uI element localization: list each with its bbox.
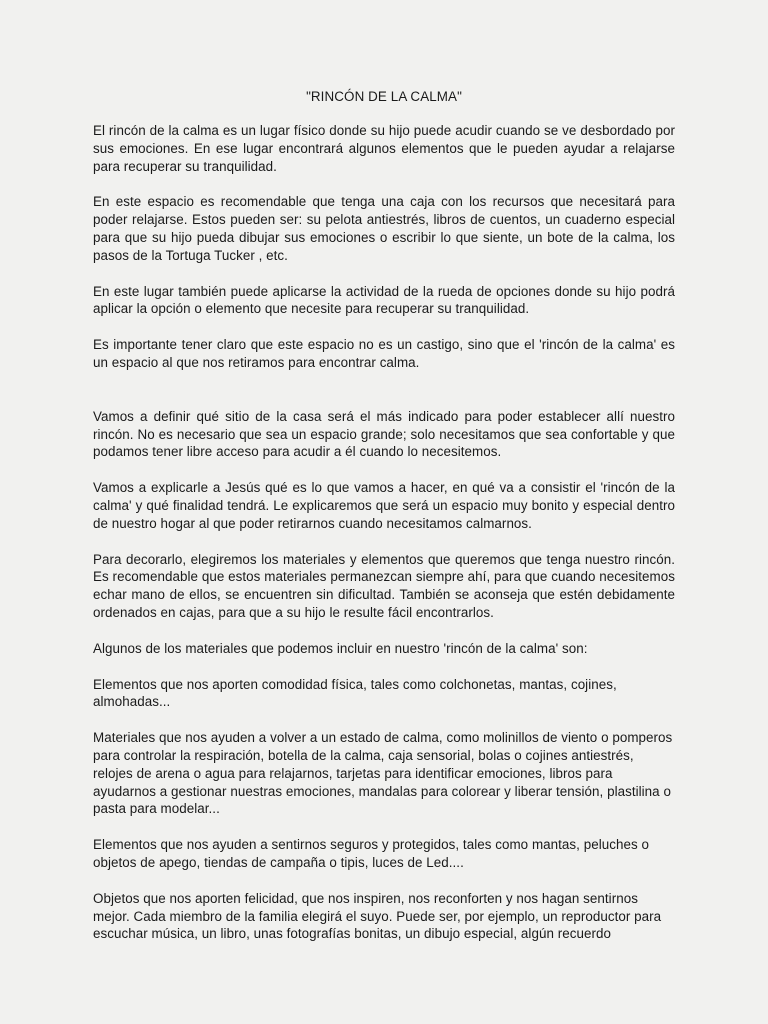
paragraph-safety-elements: Elementos que nos ayuden a sentirnos seguros y protegidos, tales como mantas, peluches o objetos de apego, tiendas de campaña o tipis, luces de Led.... bbox=[93, 837, 649, 870]
paragraph-not-punishment: Es importante tener claro que este espacio no es un castigo, sino que el 'rincón de la calma' es un espacio al que nos retiramos para encontrar calma. bbox=[93, 337, 675, 370]
paragraph-materials-intro: Algunos de los materiales que podemos incluir en nuestro 'rincón de la calma' son: bbox=[93, 640, 588, 656]
document-title: "RINCÓN DE LA CALMA" bbox=[306, 89, 462, 104]
paragraph-decorate: Para decorarlo, elegiremos los materiales y elementos que queremos que tenga nuestro rincón. Es recomendable que estos materiales permanezcan siempre ahí, para que cuando necesitemos echar mano de ellos, se encuentren sin dificultad. También se aconseja que estén debidamente ordenados en cajas, para que a su hijo le resulte fácil encontrarlos. bbox=[93, 551, 675, 620]
paragraph-resources-box: En este espacio es recomendable que tenga una caja con los recursos que necesitará para poder relajarse. Estos pueden ser: su pelota antiestrés, libros de cuentos, un cuaderno especial para que su hijo pueda dibujar sus emociones o escribir lo que siente, un bote de la calma, los pasos de la Tortuga Tucker , etc. bbox=[93, 194, 675, 263]
paragraph-explain: Vamos a explicarle a Jesús qué es lo que vamos a hacer, en qué va a consistir el 'rincón de la calma' y qué finalidad tendrá. Le explicaremos que será un espacio muy bonito y especial dentro de nuestro hogar al que poder retirarnos cuando necesitamos calmarnos. bbox=[93, 480, 675, 531]
paragraph-calm-materials: Materiales que nos ayuden a volver a un estado de calma, como molinillos de viento o pomperos para controlar la respiración, botella de la calma, caja sensorial, bolas o cojines antiestrés, relojes de arena o agua para relajarnos, tarjetas para identificar emociones, libros para ayudarnos a gestionar nuestras emociones, mandalas para colorear y liberar tensión, plastilina o pasta para modelar... bbox=[93, 730, 673, 817]
paragraph-options-wheel: En este lugar también puede aplicarse la actividad de la rueda de opciones donde su hijo podrá aplicar la opción o elemento que necesite para recuperar su tranquilidad. bbox=[93, 283, 675, 317]
paragraph-physical-comfort: Elementos que nos aporten comodidad física, tales como colchonetas, mantas, cojines, almohadas... bbox=[93, 676, 617, 710]
paragraph-happiness-objects: Objetos que nos aporten felicidad, que nos inspiren, nos reconforten y nos hagan sentirnos mejor. Cada miembro de la familia elegirá el suyo. Puede ser, por ejemplo, un reproductor para escuchar música, un libro, unas fotografías bonitas, un dibujo especial, algún recuerdo bbox=[93, 890, 662, 942]
paragraph-intro: El rincón de la calma es un lugar físico donde su hijo puede acudir cuando se ve desbordado por sus emociones. En ese lugar encontrará algunos elementos que le pueden ayudar a relajarse para recuperar su tranquilidad. bbox=[93, 123, 675, 174]
paragraph-define-place: Vamos a definir qué sitio de la casa será el más indicado para poder establecer allí nuestro rincón. No es necesario que sea un espacio grande; solo necesitamos que sea confortable y que podamos tener libre acceso para acudir a él cuando lo necesitemos. bbox=[93, 408, 675, 460]
